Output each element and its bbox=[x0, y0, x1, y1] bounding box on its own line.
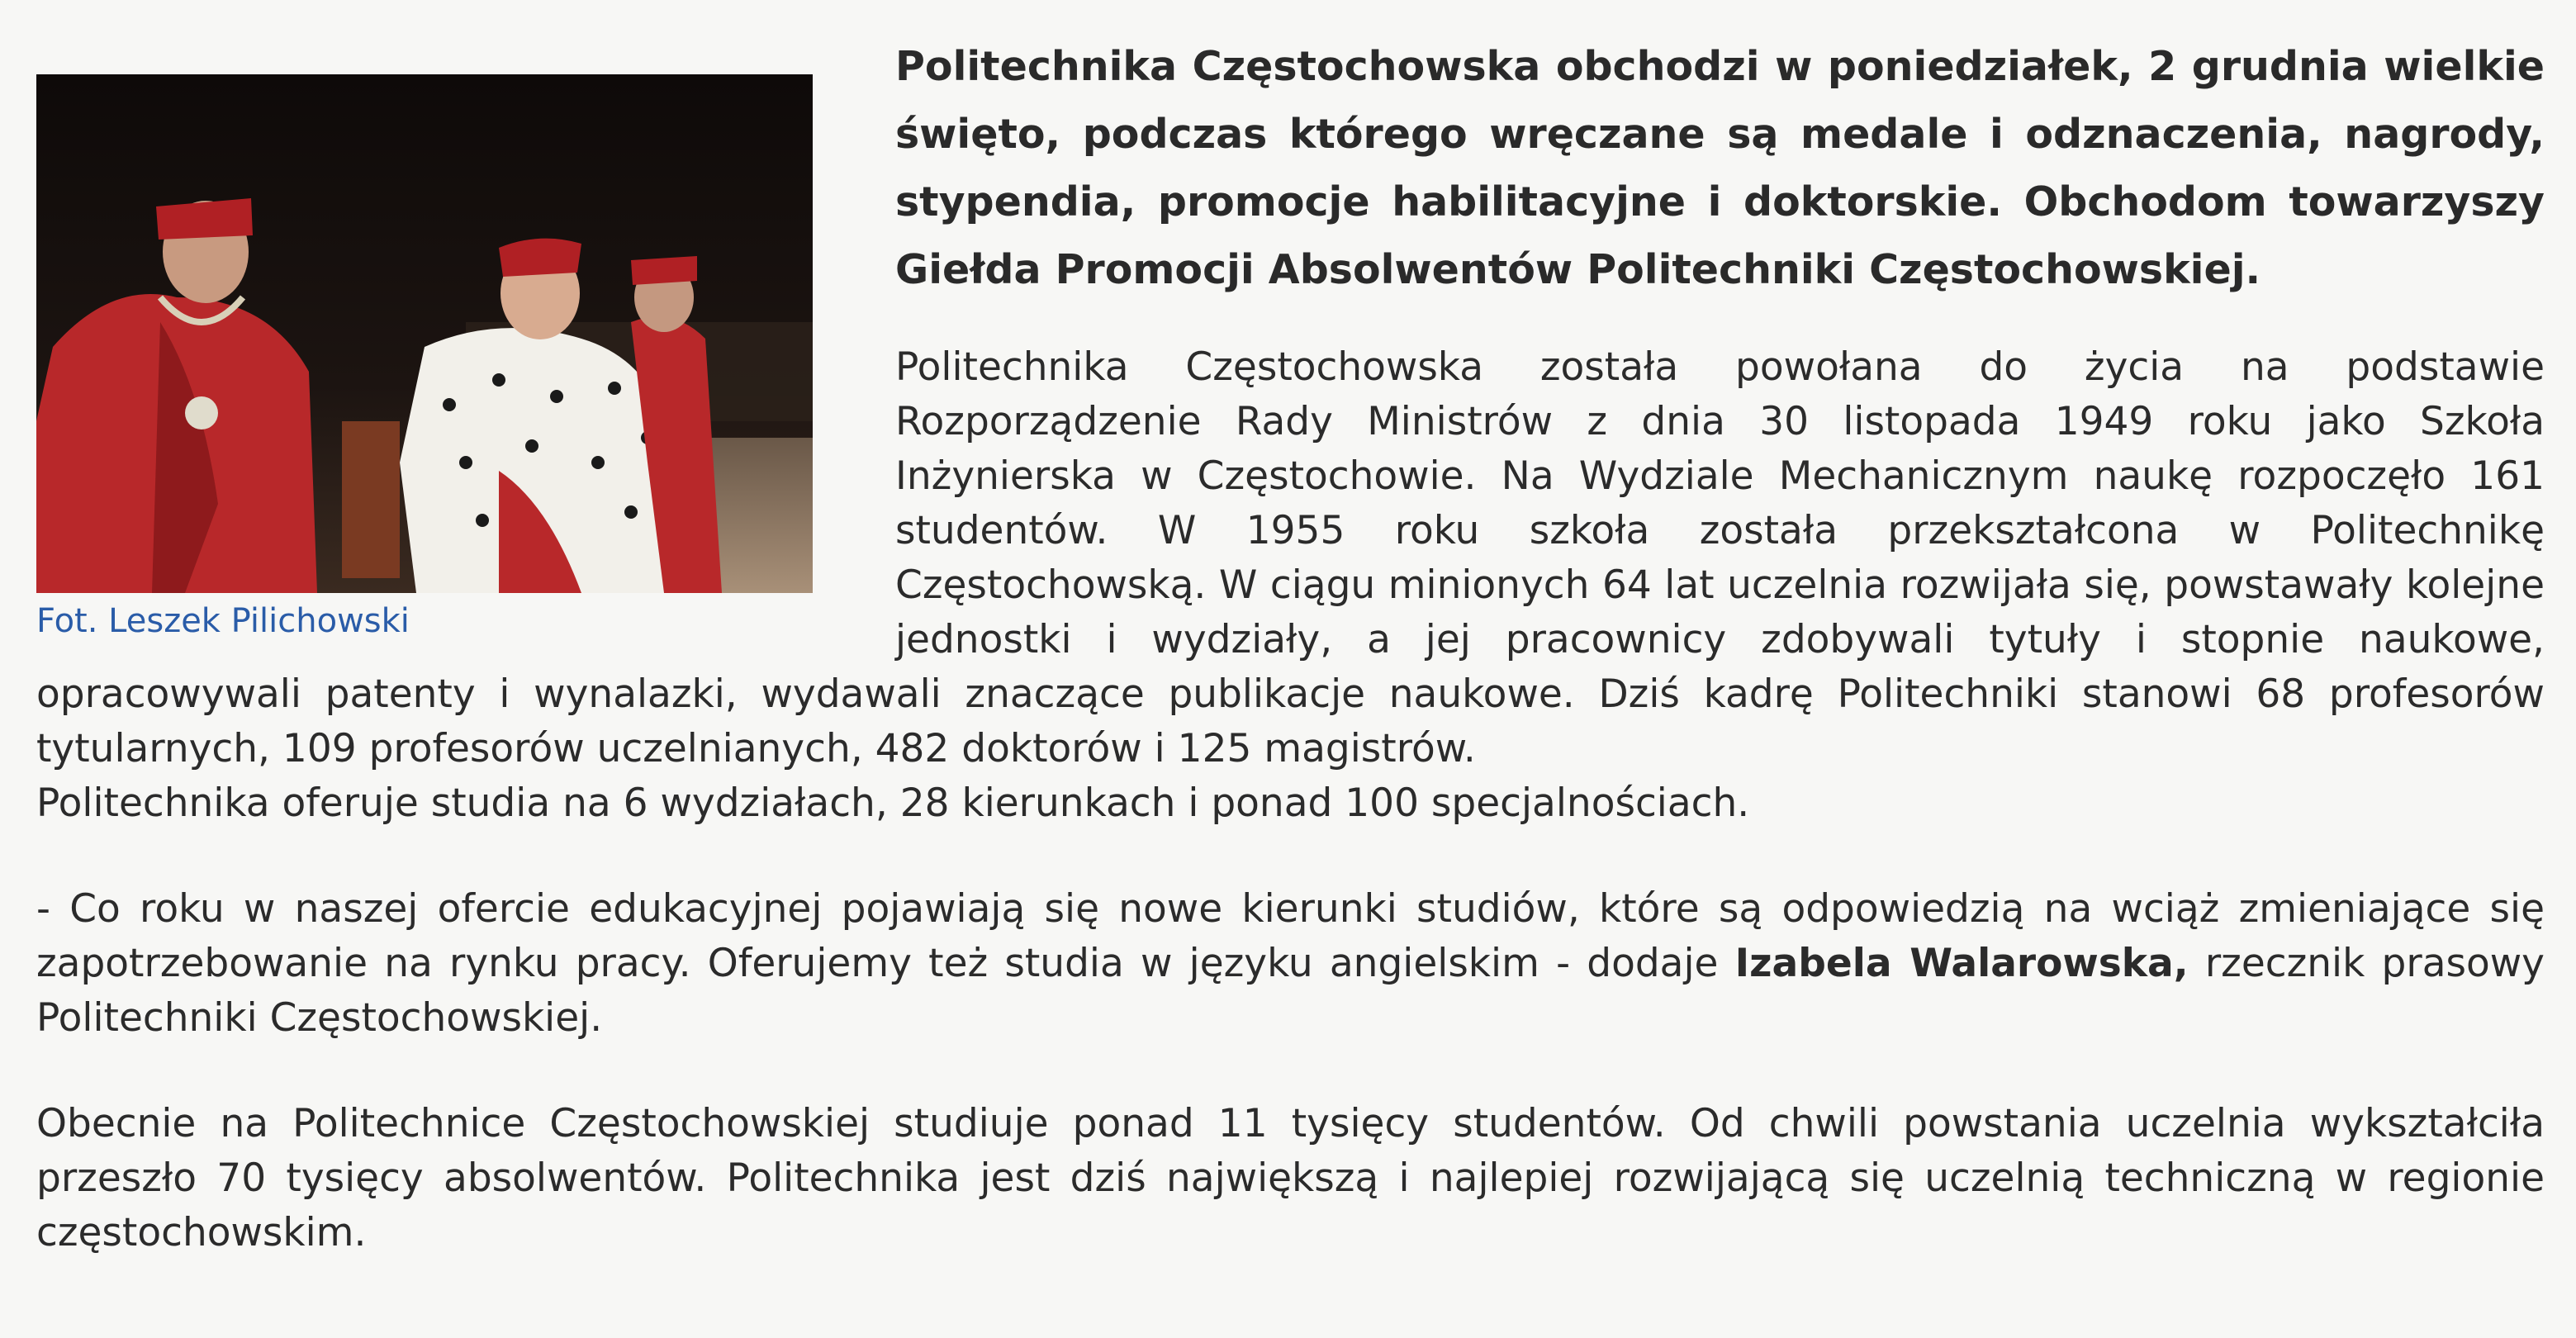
spokesperson-name: Izabela Walarowska, bbox=[1734, 941, 2189, 986]
spacer bbox=[0, 831, 2545, 882]
paragraph-history: Politechnika Częstochowska została powołana do życia na podstawie Rozporządzenie Rady Ministrów z dnia 30 listopada 1949 roku jako Szkoła Inżynierska w Częstochowie. Na Wydziale Mechanicznym naukę rozpoczęło 161 studentów. W 1955 roku szkoła została przekształcona w Politechnikę Częstochowską. W ciągu minionych 64 lat uczelnia rozwijała się, powstawały kolejne jednostki i wydziały, a jej pracownicy zdobywali tytuły i stopnie naukowe, opracowywali patenty i wynalazki, wydawali znaczące publikacje naukowe. Dziś kadrę Politechniki stanowi 68 profesorów tytularnych, 109 profesorów uczelnianych, 482 doktorów i 125 magistrów. bbox=[36, 344, 2545, 771]
quote-text-before: - Co roku w naszej ofercie edukacyjnej pojawiają się nowe kierunki studiów, które są odpowiedzią na wciąż zmieniające się zapotrzebowanie na rynku pracy. Oferujemy też studia w języku angielskim - dodaje bbox=[36, 886, 2545, 986]
paragraph-quote bbox=[0, 882, 2545, 1046]
paragraph-students: Obecnie na Politechnice Częstochowskiej studiuje ponad 11 tysięcy studentów. Od chwili powstania uczelnia wykształciła przeszło 70 tysięcy absolwentów. Politechnika jest dziś największą i najlepiej rozwijającą się uczelnią techniczną w regionie częstochowskim. bbox=[36, 1101, 2545, 1255]
quote-text-after: rzecznik prasowy Politechniki Częstochowskiej. bbox=[36, 941, 2545, 1041]
lead-paragraph: Politechnika Częstochowska obchodzi w poniedziałek, 2 grudnia wielkie święto, podczas którego wręczane są medale i odznaczenia, nagrody, stypendia, promocje habilitacyjne i doktorskie. Obchodom towarzyszy Giełda Promocji Absolwentów Politechniki Częstochowskiej. bbox=[895, 43, 2545, 293]
ceremony-photo bbox=[36, 74, 813, 593]
ceremony-photo-illustration bbox=[36, 74, 813, 593]
paragraph-offer: Politechnika oferuje studia na 6 wydziałach, 28 kierunkach i ponad 100 specjalnościach. bbox=[36, 780, 1750, 826]
photo-caption: Fot. Leszek Pilichowski bbox=[36, 602, 410, 640]
spacer bbox=[0, 1046, 2545, 1097]
photo-block bbox=[36, 74, 829, 644]
